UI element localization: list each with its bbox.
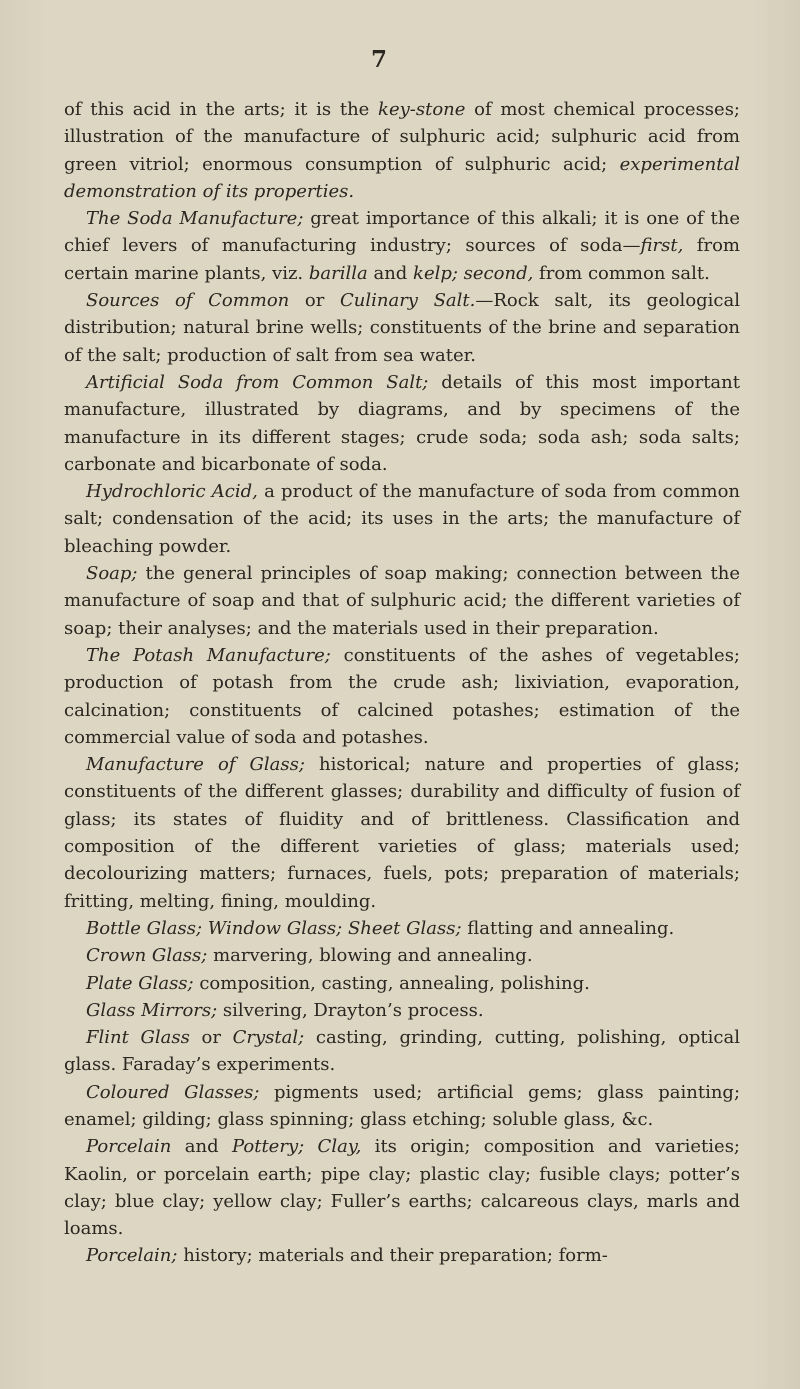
paragraph [64,1133,740,1242]
text-run: composition, casting, annealing, polishing. [193,972,590,994]
italic-phrase: Sources of Common [86,290,290,312]
italic-phrase: experimental demonstration of its properties. [64,153,740,202]
paragraph [64,287,740,369]
paragraph [64,642,740,751]
text-run: casting, grinding, cutting, polishing, optical glass. Faraday’s experiments. [64,1027,740,1076]
text-run: flatting and annealing. [461,917,675,939]
italic-phrase: Manufacture of Glass; [86,754,305,776]
paragraph [64,915,740,942]
paragraph [64,942,740,969]
text-run: historical; nature and properties of glass; constituents of the different glasses; durability and difficulty of fusion of glass; its states of fluidity and of brittleness. Classification and composition of the different varieties of glass; materials used; decolourizing matters; furnaces, fuels, pots; preparation of materials; fritting, melting, fining, moulding. [64,754,740,912]
text-run: marvering, blowing and annealing. [207,945,533,967]
paragraph [64,1242,740,1269]
text-run: pigments used; artificial gems; glass painting; enamel; gilding; glass spinning; glass etching; soluble glass, &c. [64,1081,741,1130]
text-run: history; materials and their preparation; form- [177,1245,608,1267]
text-run: from certain marine plants, viz. [64,235,740,284]
text-run: great importance of this alkali; it is one of the chief levers of manufacturing industry; sources of soda— [64,208,740,257]
italic-phrase: Porcelain; [86,1245,178,1267]
italic-phrase: Soap; [86,563,138,585]
italic-phrase: Glass Mirrors; [86,999,218,1021]
paragraph [64,205,740,287]
paragraph [64,369,740,478]
italic-phrase: Crystal; [232,1027,305,1049]
text-run: of this acid in the arts; it is the [64,99,379,120]
italic-phrase: barilla [308,262,368,284]
text-run: constituents of the ashes of vegetables; production of potash from the crude ash; lixiviation, evaporation, calcination; constituents of calcined potashes; estimation of the commercial value of soda and potashes. [64,644,740,748]
text-run: from common salt. [533,262,710,284]
paragraph [64,1024,740,1079]
paragraph [64,751,740,915]
paragraph [64,560,740,642]
text-run: or [289,290,340,312]
italic-phrase: first, [640,235,684,257]
text-run: a product of the manufacture of soda from common salt; condensation of the acid; its uses in the arts; the manufacture of bleaching powder. [64,481,741,557]
text-run: —Rock salt, its geological distribution; natural brine wells; constituents of the brine and separation of the salt; production of salt from sea water. [64,290,740,366]
italic-phrase: Porcelain [86,1136,172,1158]
italic-phrase: key-stone [378,99,466,120]
italic-phrase: Pottery; Clay, [232,1136,362,1158]
paragraph [64,478,740,560]
italic-phrase: The Potash Manufacture; [86,644,331,666]
text-run: and [367,262,414,284]
italic-phrase: Culinary Salt. [339,290,476,312]
text-run: its origin; composition and varieties; Kaolin, or porcelain earth; pipe clay; plastic clay; fusible clays; potter’s clay; blue clay; yellow clay; Fuller’s earths; calcareous clays, marls and loams. [64,1136,740,1240]
paragraph [64,1079,740,1134]
italic-phrase: Coloured Glasses; [86,1081,260,1103]
italic-phrase: Plate Glass; [86,972,194,994]
text-run: and [171,1136,232,1158]
paragraph [64,970,740,997]
page-number: 7 [370,46,387,73]
paragraph [64,96,740,205]
italic-phrase: Hydrochloric Acid, [86,481,258,503]
text-run: details of this most important manufacture, illustrated by diagrams, and by specimens of the manufacture in its different stages; crude soda; soda ash; soda salts; carbonate and bicarbonate of soda. [64,371,740,475]
paragraph [64,997,740,1024]
italic-phrase: Crown Glass; [86,945,208,967]
italic-phrase: kelp; second, [413,262,534,284]
text-run: of most chemical processes; illustration of the manufacture of sulphuric acid; sulphuric acid from green vitriol; enormous consumption of sulphuric acid; [64,99,740,175]
text-run: or [189,1027,233,1049]
italic-phrase: Bottle Glass; Window Glass; Sheet Glass; [86,917,462,939]
text-run: the general principles of soap making; connection between the manufacture of soap and that of sulphuric acid; the different varieties of soap; their analyses; and the materials used in their preparation. [64,563,740,639]
italic-phrase: Flint Glass [86,1027,190,1049]
body-text [64,96,740,1270]
italic-phrase: Artificial Soda from Common Salt; [86,371,429,393]
text-run: silvering, Drayton’s process. [217,999,484,1021]
italic-phrase: The Soda Manufacture; [86,208,304,230]
